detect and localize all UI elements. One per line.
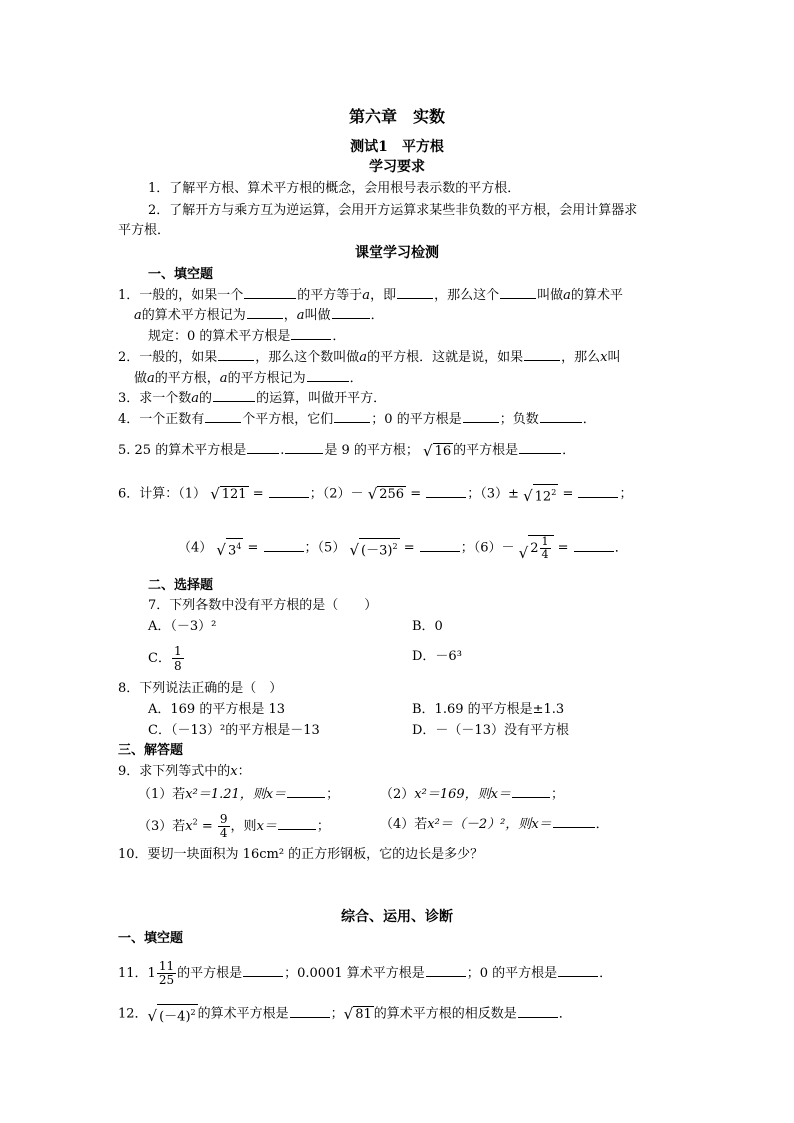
question-8: 8．下列说法正确的是（ ） [118, 681, 283, 696]
question-12: 12． √ $(-4)^2$ 的算术平方根是 ； √ 81 的算术平方根的相反数是 ． [118, 1005, 572, 1026]
choice-heading: 二、选择题 [148, 578, 214, 593]
q8-option-c: C．（－13）²的平方根是－13 [148, 723, 320, 738]
question-3: 3．求一个数a的 的运算，叫做开平方． [118, 391, 387, 406]
fill-heading-2: 一、填空题 [118, 931, 184, 946]
chapter-title: 第六章 实数 [348, 107, 445, 126]
sqrt-16: √ 16 [423, 441, 452, 460]
q8-option-a: A．169 的平方根是 13 [148, 702, 286, 717]
fill-heading: 一、填空题 [148, 267, 214, 282]
test-title: 测试1 平方根 [350, 139, 444, 155]
question-1-rule: 规定：0 的算术平方根是 ． [148, 329, 346, 344]
section-comprehensive: 综合、运用、诊断 [341, 909, 453, 925]
q7-option-c: C． $\frac{1}{8}$ [148, 644, 182, 673]
question-10: 10．要切一块面积为 16cm² 的正方形钢板，它的边长是多少？ [118, 847, 484, 862]
question-4: 4．一个正数有 个平方根，它们 ；0 的平方根是 ；负数 ． [118, 412, 596, 427]
q9-part-3: （3）若$x^2$ = $\frac{9}{4}$ ，则x＝ ； [138, 812, 330, 840]
q9-part-1: （1）若x²＝1.21，则x＝ ； [138, 787, 340, 802]
question-2-cont: 做a的平方根，a的平方根记为 ． [134, 371, 363, 386]
question-1: 1．一般的，如果一个 的平方等于a，即 ，那么这个 叫做a的算术平 [118, 288, 623, 303]
requirement-2-cont: 平方根． [118, 223, 171, 238]
q8-option-d: D．－（－13）没有平方根 [412, 723, 569, 738]
question-6-cont: （4） √ $3^4$ = ；（5） √ $(-3)^2$ = ；（6）－ √ 2 $\frac{1}{4}$ = ． [178, 535, 628, 562]
question-1-cont: a的算术平方根记为 ，a叫做 ． [134, 308, 384, 323]
answer-heading: 三、解答题 [118, 743, 184, 758]
question-11: 11．1 $\frac{11}{25}$ 的平方根是 ；0.0001 算术平方根是 ；0 的平方根是 ． [118, 959, 613, 987]
question-9: 9．求下列等式中的x： [118, 764, 251, 779]
question-6: 6．计算：（1） √ 121 = ；（2）－ √ 256 = ；（3）± √ $12^2$ = ； [118, 485, 633, 506]
requirement-1: 1．了解平方根、算术平方根的概念，会用根号表示数的平方根． [148, 181, 521, 196]
q9-part-2: （2）x²＝169，则x＝ ； [380, 787, 564, 802]
requirements-title: 学习要求 [369, 159, 425, 175]
q7-option-b: B．0 [412, 619, 443, 634]
question-2: 2．一般的，如果 ，那么这个数叫做a的平方根．这就是说，如果 ，那么x叫 [118, 350, 621, 365]
question-7: 7．下列各数中没有平方根的是（ ） [148, 598, 378, 613]
q9-part-4: （4）若x²＝（－2）²，则x＝ ． [380, 817, 609, 832]
q7-option-d: D．－6³ [412, 649, 462, 664]
q8-option-b: B．1.69 的平方根是±1.3 [412, 702, 565, 717]
section-class-test: 课堂学习检测 [355, 245, 439, 261]
requirement-2: 2．了解开方与乘方互为逆运算，会用开方运算求某些非负数的平方根，会用计算器求 [148, 203, 638, 218]
question-5: 5. 25 的算术平方根是 . 是 9 的平方根； √ 16 的平方根是 ． [118, 441, 576, 460]
q7-option-a: A．（－3）² [148, 619, 217, 634]
